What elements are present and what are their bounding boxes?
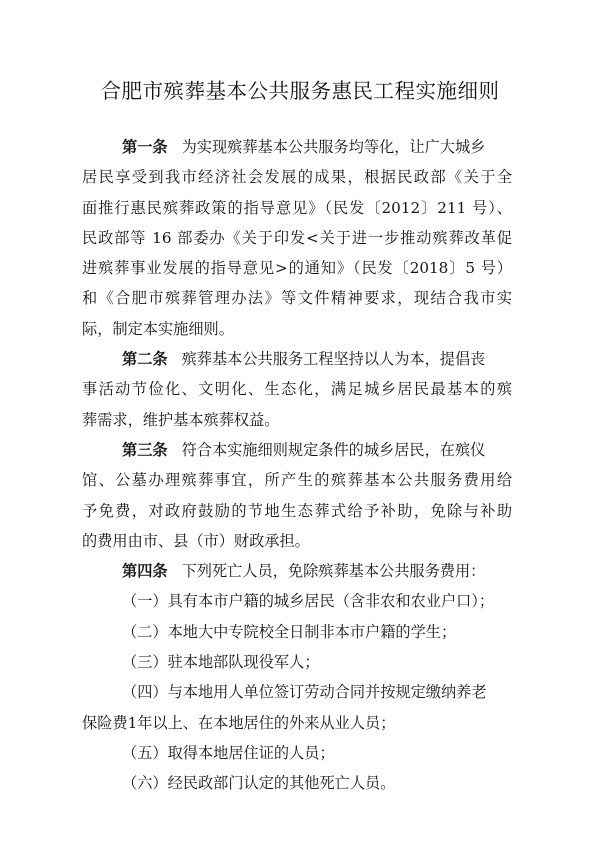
document-body <box>82 132 512 799</box>
article-3-label: 第三条 <box>122 440 168 459</box>
article-4-text: 下列死亡人员，免除殡葬基本公共服务费用： <box>181 562 486 581</box>
article-4-line-1 <box>82 556 512 586</box>
list-item-5: （五）取得本地居住证的人员； <box>122 743 335 762</box>
article-1-line-6: 和《合肥市殡葬管理办法》等文件精神要求，现结合我市实 <box>82 289 512 308</box>
article-1-line-1 <box>82 132 512 162</box>
list-item-4-line-2: 保险费1年以上、在本地居住的外来从业人员； <box>82 713 396 732</box>
article-2-line-1 <box>82 344 512 374</box>
list-item-1: （一）具有本市户籍的城乡居民（含非农和农业户口）； <box>122 592 495 611</box>
article-2-label: 第二条 <box>122 350 168 369</box>
article-1-text: 为实现殡葬基本公共服务均等化，让广大城乡 <box>181 138 486 156</box>
article-2-line-3: 葬需求，维护基本殡葬权益。 <box>82 410 280 429</box>
document-title: 合肥市殡葬基本公共服务惠民工程实施细则 <box>100 79 500 103</box>
article-1-label: 第一条 <box>122 138 168 156</box>
article-3-line-1 <box>82 435 512 465</box>
article-3-line-4: 的费用由市、县（市）财政承担。 <box>82 531 310 550</box>
article-2-line-2: 事活动节俭化、文明化、生态化，满足城乡居民最基本的殡 <box>82 380 512 399</box>
article-2-text: 殡葬基本公共服务工程坚持以人为本，提倡丧 <box>181 350 486 369</box>
list-item-3: （三）驻本地部队现役军人； <box>122 653 320 672</box>
article-1-line-4: 民政部等 16 部委办《关于印发<关于进一步推动殡葬改革促 <box>82 228 512 247</box>
list-item-6: （六）经民政部门认定的其他死亡人员。 <box>122 774 396 793</box>
article-3-line-2: 馆、公墓办理殡葬事宜，所产生的殡葬基本公共服务费用给 <box>82 471 512 490</box>
article-1-line-2: 居民享受到我市经济社会发展的成果，根据民政部《关于全 <box>82 168 512 187</box>
article-1-line-5: 进殡葬事业发展的指导意见>的通知》（民发〔2018〕5 号） <box>82 259 512 278</box>
list-item-4-line-1: （四）与本地用人单位签订劳动合同并按规定缴纳养老 <box>122 683 487 702</box>
article-1-line-7: 际，制定本实施细则。 <box>82 319 234 338</box>
article-3-line-3: 予免费，对政府鼓励的节地生态葬式给予补助，免除与补助 <box>82 501 512 520</box>
list-item-2: （二）本地大中专院校全日制非本市户籍的学生； <box>122 622 457 641</box>
article-4-label: 第四条 <box>122 562 168 581</box>
article-1-line-3: 面推行惠民殡葬政策的指导意见》（民发〔2012〕211 号）、 <box>82 198 512 217</box>
article-3-text: 符合本实施细则规定条件的城乡居民，在殡仪 <box>181 440 486 459</box>
